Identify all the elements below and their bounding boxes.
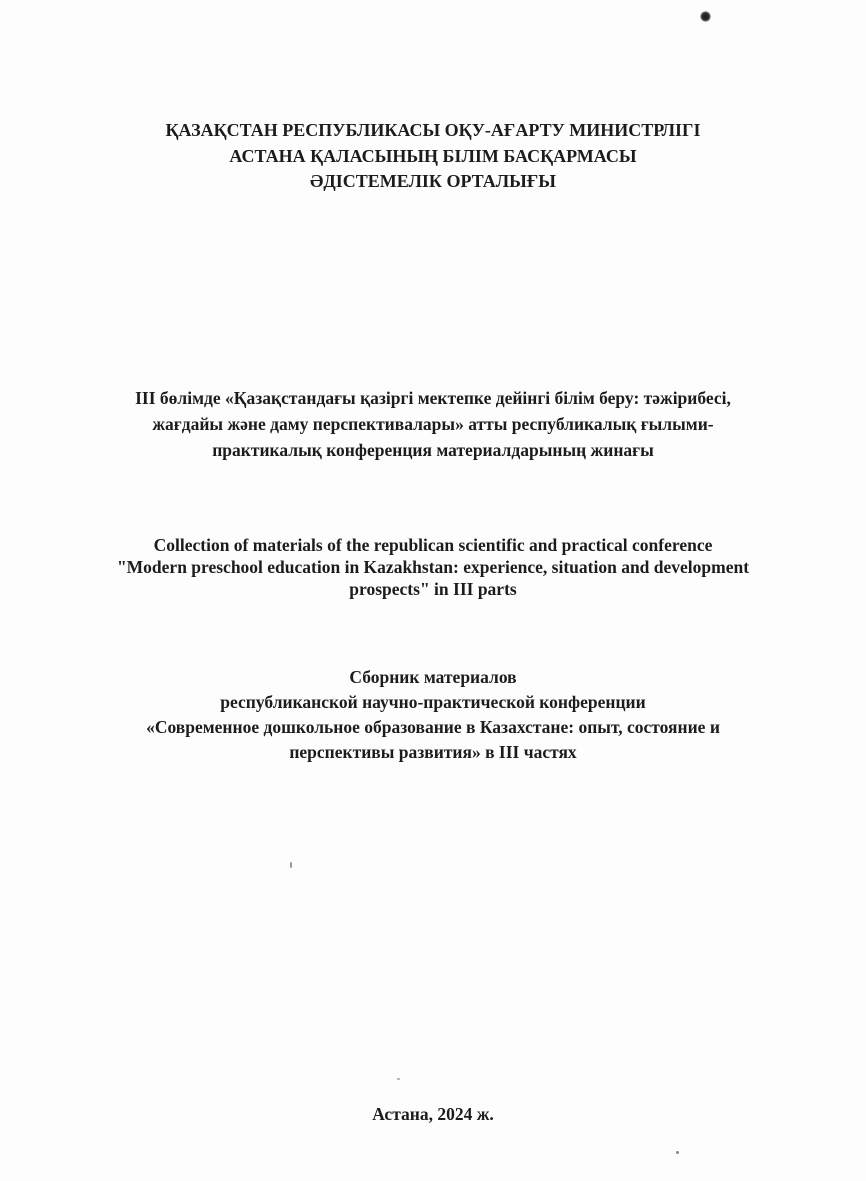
center-line: ӘДІСТЕМЕЛІК ОРТАЛЫҒЫ bbox=[310, 171, 556, 191]
title-russian-line: республиканской научно-практической конференции bbox=[220, 692, 646, 712]
ink-speck bbox=[290, 862, 292, 868]
title-kazakh bbox=[0, 385, 866, 463]
ink-speck bbox=[700, 11, 711, 22]
title-russian-line: Сборник материалов bbox=[349, 667, 517, 687]
title-english-line: Collection of materials of the republican scientific and practical conference bbox=[153, 535, 713, 555]
ministry-line: ҚАЗАҚСТАН РЕСПУБЛИКАСЫ ОҚУ-АҒАРТУ МИНИСТРЛІГІ bbox=[165, 120, 701, 140]
ink-speck bbox=[676, 1151, 679, 1154]
title-russian-line: перспективы развития» в III частях bbox=[289, 742, 577, 762]
title-kazakh-line: практикалық конференция материалдарының жинағы bbox=[212, 440, 654, 460]
title-russian bbox=[0, 665, 866, 765]
place-and-year bbox=[0, 1103, 866, 1125]
place-year-text: Астана, 2024 ж. bbox=[372, 1104, 494, 1124]
title-english-line: prospects" in III parts bbox=[349, 579, 517, 599]
title-russian-line: «Современное дошкольное образование в Казахстане: опыт, состояние и bbox=[146, 717, 720, 737]
ink-speck bbox=[397, 1078, 400, 1080]
ministry-header bbox=[0, 118, 866, 195]
department-line: АСТАНА ҚАЛАСЫНЫҢ БІЛІМ БАСҚАРМАСЫ bbox=[229, 145, 637, 166]
title-english bbox=[0, 534, 866, 600]
title-english-line: "Modern preschool education in Kazakhstan: experience, situation and development bbox=[116, 557, 750, 577]
title-kazakh-line: жағдайы және даму перспективалары» атты республикалық ғылыми- bbox=[152, 414, 714, 434]
title-kazakh-line: III бөлімде «Қазақстандағы қазіргі мектепке дейінгі білім беру: тәжірибесі, bbox=[135, 388, 731, 408]
